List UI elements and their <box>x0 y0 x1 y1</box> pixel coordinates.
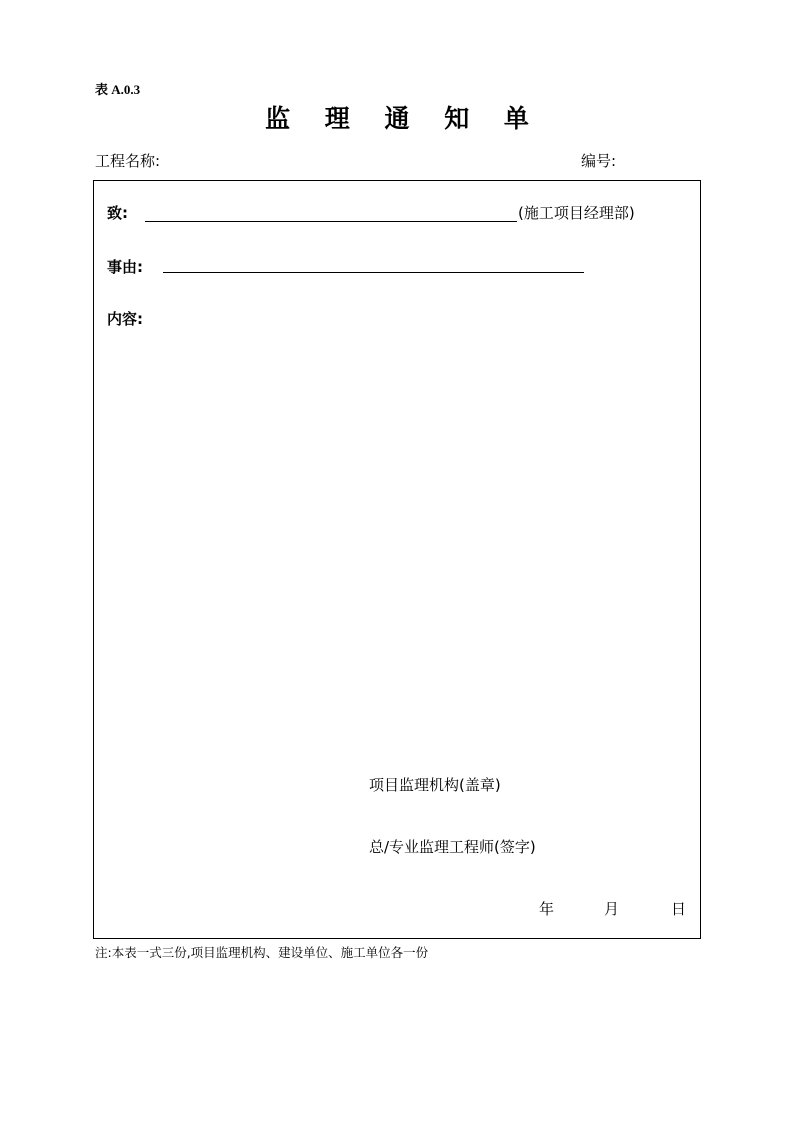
footnote: 注:本表一式三份,项目监理机构、建设单位、施工单位各一份 <box>95 945 429 960</box>
form-code: 表 A.0.3 <box>95 82 141 97</box>
to-suffix: (施工项目经理部) <box>518 204 635 222</box>
reason-field[interactable] <box>163 272 584 273</box>
date-year-label: 年 <box>539 900 555 918</box>
page-title: 监 理 通 知 单 <box>265 104 542 133</box>
to-label: 致: <box>107 204 128 222</box>
content-label: 内容: <box>107 310 143 328</box>
to-field[interactable] <box>145 221 517 222</box>
date-month-label: 月 <box>604 900 620 918</box>
serial-number-label: 编号: <box>581 152 617 170</box>
project-name-label: 工程名称: <box>95 152 161 170</box>
content-area[interactable] <box>107 335 687 755</box>
reason-label: 事由: <box>107 258 143 276</box>
engineer-signature-label: 总/专业监理工程师(签字) <box>369 838 536 856</box>
organization-seal-label: 项目监理机构(盖章) <box>369 776 501 794</box>
date-day-label: 日 <box>671 900 687 918</box>
